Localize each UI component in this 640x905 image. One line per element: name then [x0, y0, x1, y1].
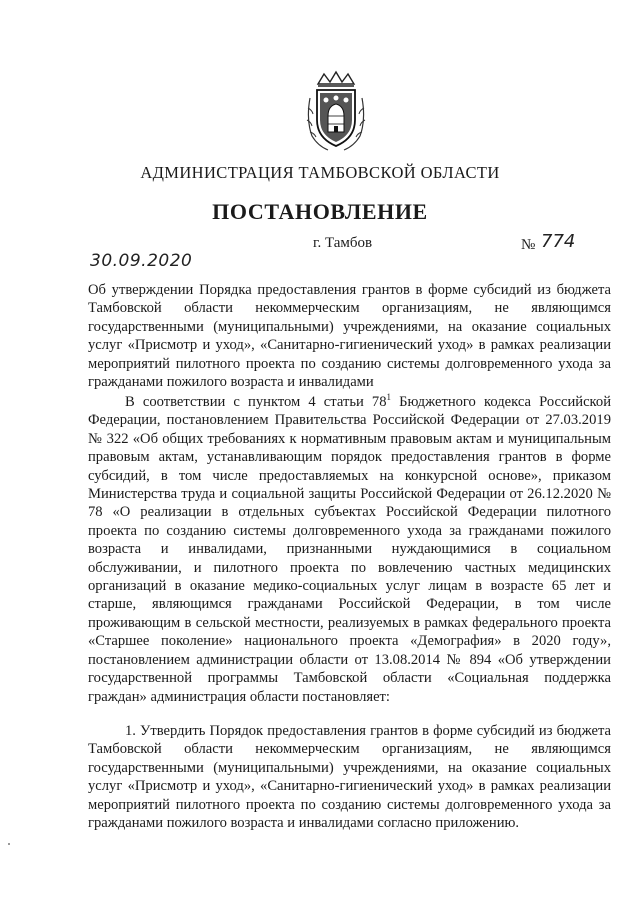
scan-mark [8, 843, 10, 845]
document-type-title: ПОСТАНОВЛЕНИЕ [212, 199, 428, 224]
document-date: 30.09.2020 [90, 251, 193, 271]
document-number: 774 [541, 231, 576, 252]
coat-of-arms-icon [304, 70, 368, 154]
preamble-text-start: В соответствии с пунктом 4 статьи 78 [125, 394, 387, 410]
preamble-paragraph [88, 393, 611, 706]
preamble-text-rest: Бюджетного кодекса Российской Федерации, постановлением Правительства Российской Федерации от 27.03.2019 № 322 «Об общих требованиях к нормативным правовым актам и муниципальным правовым актам, устанавливающим порядок предоставления грантов в форме субсидий, в том числе предоставляемых на конкурсной основе», приказом Министерства труда и социальной защиты Российской Федерации от 26.12.2020 № 78 «О реализации в отдельных субъектах Российской Федерации пилотного проекта по созданию системы долговременного ухода за гражданами пожилого возраста и инвалидами, признанными нуждающимися в социальном обслуживании, и пилотного проекта по вовлечению частных медицинских организаций в оказание медико-социальных услуг лицам в возрасте 65 лет и старше, являющимся гражданами Российской Федерации, в том числе проживающим в сельской местности, реализуемых в рамках федерального проекта «Старшее поколение» национального проекта «Демография» в 2020 году», постановлением администрации области от 13.08.2014 № 894 «Об утверждении государственной программы Тамбовской области «Социальная поддержка граждан» администрация области постановляет: [88, 394, 611, 705]
document-number-label: № [521, 237, 536, 253]
article-superscript: 1 [386, 392, 391, 403]
organization-name: АДМИНИСТРАЦИЯ ТАМБОВСКОЙ ОБЛАСТИ [140, 163, 500, 182]
clause-1: 1. Утвердить Порядок предоставления грантов в форме субсидий из бюджета Тамбовской области некоммерческим организациям, не являющимся государственными (муниципальными) учреждениями, на оказание социальных услуг «Присмотр и уход», «Санитарно-гигиенический уход» в рамках реализации мероприятий пилотного проекта по созданию системы долговременного ухода за гражданами пожилого возраста и инвалидами согласно приложению. [88, 723, 611, 832]
resolution-title: Об утверждении Порядка предоставления грантов в форме субсидий из бюджета Тамбовской области некоммерческим организациям, не являющимся государственными (муниципальными) учреждениями, на оказание социальных услуг «Присмотр и уход», «Санитарно-гигиенический уход» в рамках реализации мероприятий пилотного проекта по созданию системы долговременного ухода за гражданами пожилого возраста и инвалидами [88, 282, 611, 391]
document-city: г. Тамбов [313, 235, 373, 251]
